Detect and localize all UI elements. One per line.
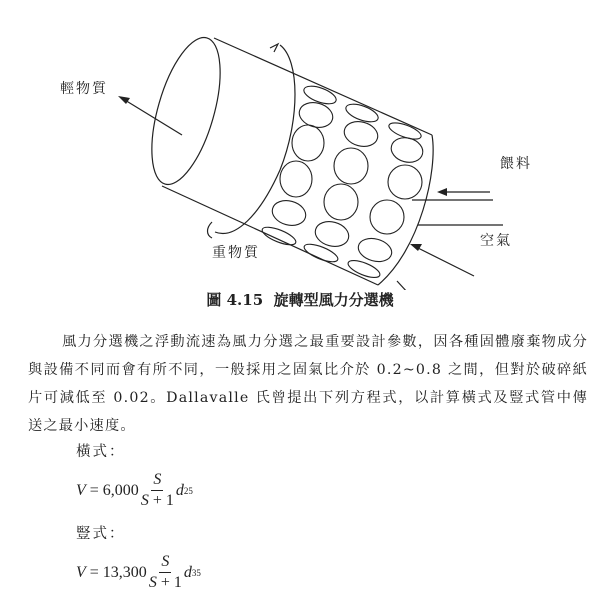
eq-coefficient: = 13,300 — [89, 563, 147, 581]
label-heavy-material: 重物質 — [212, 245, 260, 261]
figure-caption — [0, 289, 600, 310]
vertical-label: 豎式： — [76, 526, 126, 542]
horizontal-label: 橫式： — [76, 444, 126, 460]
eq-denominator-var: S — [148, 574, 157, 591]
body-text: 風力分選機之浮動流速為風力分選之最重要設計參數，因各種固體廢棄物成分與設備不同而會有所不同，一般採用之固氣比介於 0.2~0.8 之間，但對於破碎紙片可減低至 0.02。Dallavalle 氏曾提出下列方程式，以計算橫式及豎式管中傳送之最小速度。 — [28, 334, 588, 434]
eq-numerator: S — [159, 552, 171, 573]
eq-exponent: 25 — [183, 485, 193, 496]
eq-coefficient: = 6,000 — [89, 481, 139, 499]
label-light-material: 輕物質 — [60, 81, 108, 97]
equation-vertical — [76, 552, 201, 593]
eq-base: d — [175, 481, 184, 499]
eq-lhs: V — [76, 563, 86, 581]
label-feed: 餵料 — [500, 156, 532, 172]
eq-exponent: 35 — [191, 567, 201, 578]
caption-title: 旋轉型風力分選機 — [273, 291, 394, 309]
equation-horizontal — [76, 470, 193, 511]
eq-denominator-var: S — [140, 492, 149, 509]
rotary-air-classifier-figure — [0, 0, 600, 290]
eq-denominator-rest: + 1 — [148, 492, 174, 509]
eq-fraction — [141, 470, 174, 511]
eq-denominator-rest: + 1 — [156, 574, 182, 591]
body-paragraph — [28, 328, 588, 440]
caption-prefix: 圖 — [206, 291, 222, 309]
eq-numerator: S — [151, 470, 163, 491]
eq-base: d — [183, 563, 192, 581]
eq-fraction — [149, 552, 182, 593]
eq-lhs: V — [76, 481, 86, 499]
caption-number: 4.15 — [226, 291, 264, 309]
label-air: 空氣 — [480, 233, 512, 249]
